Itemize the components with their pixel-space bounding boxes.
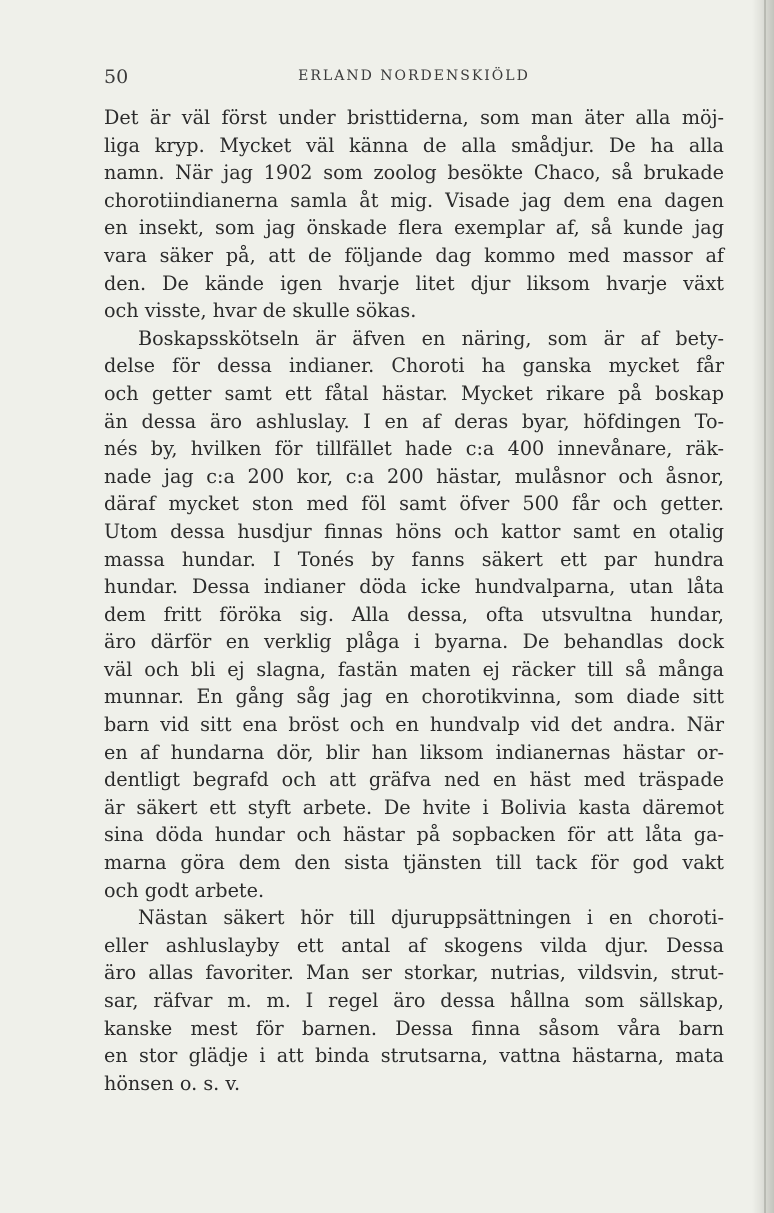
text-line: sina döda hundar och hästar på sopbacken för att låta ga- [104,823,724,847]
text-line: än dessa äro ashluslay. I en af deras byar, höfdingen To- [104,409,724,433]
text-line: nés by, hvilken för tillfället hade c:a 400 innevånare, räk- [104,437,724,461]
text-line: massa hundar. I Tonés by fanns säkert ett par hundra [104,547,724,571]
running-head: ERLAND NORDENSKIÖLD [298,68,530,84]
text-line: sar, räfvar m. m. I regel äro dessa hållna som sällskap, [104,989,724,1012]
page-edge-shadow [752,0,774,1213]
text-line: vara säker på, att de följande dag kommo med massor af [104,243,724,267]
text-line: delse för dessa indianer. Choroti ha ganska mycket får [104,354,724,378]
body-text [104,104,724,1097]
text-line: och getter samt ett fåtal hästar. Mycket rikare på boskap [104,381,724,405]
page-edge-line [764,0,766,1213]
text-line: dem fritt föröka sig. Alla dessa, ofta utsvultna hundar, [104,602,724,626]
text-line: en insekt, som jag önskade flera exemplar af, så kunde jag [104,216,724,240]
text-line: Nästan säkert hör till djuruppsättningen i en choroti- [138,906,724,930]
text-line: den. De kände igen hvarje litet djur liksom hvarje växt [104,271,724,295]
text-line: nade jag c:a 200 kor, c:a 200 hästar, mulåsnor och åsnor, [104,464,724,488]
text-line: dentligt begrafd och att gräfva ned en häst med träspade [104,768,724,792]
text-line: väl och bli ej slagna, fastän maten ej räcker till så många [104,657,724,681]
text-line: eller ashluslayby ett antal af skogens vilda djur. Dessa [104,933,724,957]
text-line: är säkert ett styft arbete. De hvite i Bolivia kasta däremot [104,795,724,819]
page-number: 50 [104,66,129,88]
text-line: hönsen o. s. v. [104,1071,241,1095]
text-line: munnar. En gång såg jag en chorotikvinna, som diade sitt [104,685,724,709]
text-line: barn vid sitt ena bröst och en hundvalp vid det andra. När [104,713,724,737]
text-line: en stor glädje i att binda strutsarna, vattna hästarna, mata [104,1044,724,1068]
page-header [104,66,724,90]
text-line: chorotiindianerna samla åt mig. Visade jag dem ena dagen [104,188,724,212]
text-line: äro därför en verklig plåga i byarna. De behandlas dock [104,630,724,654]
text-line: Boskapsskötseln är äfven en näring, som är af bety- [138,326,724,350]
text-line: Utom dessa husdjur finnas höns och kattor samt en otalig [104,519,724,543]
text-line: och godt arbete. [104,878,265,902]
text-line: namn. När jag 1902 som zoolog besökte Chaco, så brukade [104,161,724,185]
text-line: och visste, hvar de skulle sökas. [104,299,417,323]
text-line: hundar. Dessa indianer döda icke hundvalparna, utan låta [104,575,724,599]
text-line: äro allas favoriter. Man ser storkar, nutrias, vildsvin, strut- [104,961,724,985]
text-line: däraf mycket ston med föl samt öfver 500 får och getter. [104,492,724,516]
text-line: kanske mest för barnen. Dessa finna såsom våra barn [104,1016,724,1040]
text-line: liga kryp. Mycket väl känna de alla smådjur. De ha alla [104,133,724,157]
text-line: en af hundarna dör, blir han liksom indianernas hästar or- [104,740,724,764]
text-line: marna göra dem den sista tjänsten till tack för god vakt [104,851,724,875]
text-line: Det är väl först under bristtiderna, som man äter alla möj- [104,106,724,129]
